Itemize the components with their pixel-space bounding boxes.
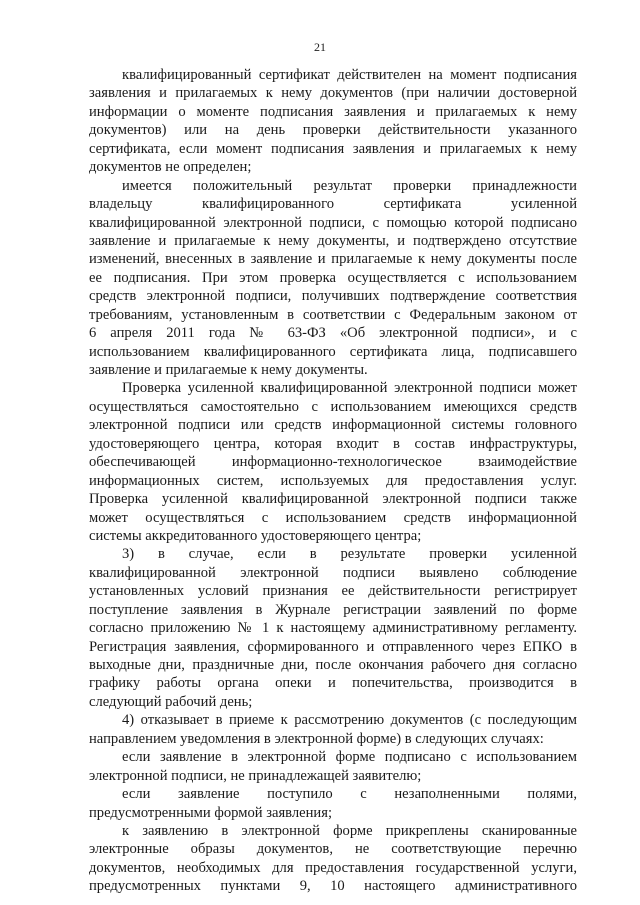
text-line: требованиям, установленным в соответствии с Федеральным законом от [89, 306, 577, 323]
text-line: согласно приложению № 1 к настоящему административному регламенту. [89, 620, 577, 637]
text-line: выходные дни, праздничные дни, после окончания рабочего дня согласно [89, 657, 577, 673]
text-line: осуществляться самостоятельно с использованием имеющихся средств [89, 398, 577, 415]
text-line: имеется положительный результат проверки принадлежности [122, 177, 577, 194]
text-line: если заявление в электронной форме подписано с использованием [122, 749, 577, 766]
text-line: обеспечивающей информационно-технологическое взаимодействие [89, 454, 577, 471]
text-line: документов, необходимых для предоставления государственной услуги, [89, 859, 577, 876]
text-line: владельцу квалифицированного сертификата усиленной [89, 196, 577, 213]
document-body [89, 66, 577, 896]
text-line: Проверка усиленной квалифицированной электронной подписи может [122, 380, 577, 397]
text-line: средств электронной подписи, получивших подтверждение соответствия [89, 288, 577, 305]
text-line: направлением уведомления в электронной форме) в следующих случаях: [89, 730, 544, 747]
text-line: 4) отказывает в приеме к рассмотрению документов (с последующим [122, 712, 577, 729]
text-line: предусмотренных пунктами 9, 10 настоящего административного [89, 878, 577, 895]
text-line: системы аккредитованного удостоверяющего центра; [89, 527, 422, 544]
text-line: электронной подписи или средств информационной системы головного [89, 417, 577, 434]
text-line: информации о моменте подписания заявления и прилагаемых к нему [89, 103, 577, 120]
text-line: квалифицированной электронной подписи выявлено соблюдение [89, 564, 577, 581]
text-line: документов) или на день проверки действительности указанного [89, 122, 577, 139]
text-line: поступление заявления в Журнале регистрации заявлений по форме [89, 601, 577, 618]
text-line: квалифицированный сертификат действителен на момент подписания [122, 67, 577, 83]
text-line: изменений, внесенных в заявление и прилагаемые к нему документы после [89, 251, 577, 268]
text-line: 6 апреля 2011 года № 63-ФЗ «Об электронной подписи», и с [89, 325, 577, 342]
text-line: использованием квалифицированного сертификата лица, подписавшего [89, 343, 577, 360]
text-line: заявление и прилагаемые к нему документы. [89, 362, 368, 378]
text-line: следующий рабочий день; [89, 693, 253, 710]
text-line: электронной подписи, не принадлежащей заявителю; [89, 767, 422, 784]
text-line: удостоверяющего центра, которая входит в состав инфраструктуры, [89, 435, 577, 452]
text-line: сертификата, если момент подписания заявления и прилагаемых к нему [89, 140, 577, 157]
text-line: если заявление поступило с незаполненными полями, [122, 786, 577, 803]
text-line: может осуществляться с использованием средств информационной [89, 509, 577, 526]
text-line: квалифицированной электронной подписи, с помощью которой подписано [89, 214, 577, 231]
text-line: информационных систем, используемых для предоставления услуг. [89, 472, 577, 489]
text-line: к заявлению в электронной форме прикреплены сканированные [122, 822, 577, 839]
text-line: предусмотренными формой заявления; [89, 804, 332, 821]
page-number: 21 [314, 40, 326, 54]
text-line: графику работы органа опеки и попечительства, производится в [89, 675, 577, 692]
text-line: электронные образы документов, не соответствующие перечню [89, 841, 577, 858]
text-line: Регистрация заявления, сформированного и отправленного через ЕПКО в [89, 638, 577, 655]
text-line: Проверка усиленной квалифицированной электронной подписи также [89, 491, 577, 508]
text-line: ее подписания. При этом проверка осуществляется с использованием [89, 269, 577, 286]
text-line: 3) в случае, если в результате проверки усиленной [122, 546, 577, 563]
text-line: документов не определен; [89, 159, 252, 176]
text-line: заявления и прилагаемых к нему документов (при наличии достоверной [89, 85, 577, 102]
text-line: установленных условий признания ее действительности регистрирует [89, 583, 577, 600]
text-line: заявление и прилагаемые к нему документы, и подтверждено отсутствие [89, 232, 577, 249]
